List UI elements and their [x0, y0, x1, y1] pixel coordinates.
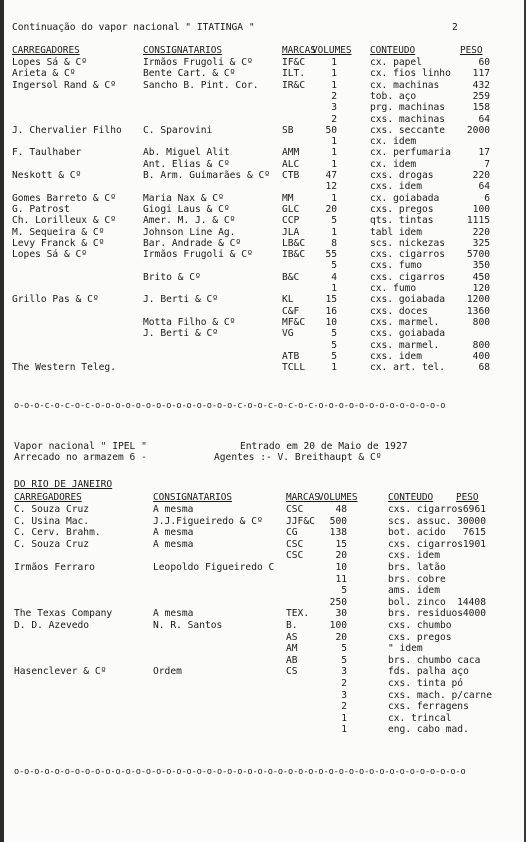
volume-cell: 1 [331, 68, 337, 80]
volume-cell: 8 [331, 237, 337, 249]
volume-cell: 1 [331, 226, 337, 238]
weight-cell: 17 [478, 147, 490, 159]
mark-cell: IF&C [282, 57, 306, 68]
column-header: PESO [460, 45, 483, 56]
mark-cell: ALC [282, 158, 300, 170]
volume-cell: 50 [325, 124, 337, 136]
mark-cell: CG [286, 527, 298, 539]
contents-cell: cx. fios linho [370, 68, 451, 80]
warehouse-info: Arrecado no armazem 6 - [14, 452, 147, 463]
shipper-cell: Grillo Pas & Cº [12, 294, 99, 306]
column-header: MARCAS [286, 492, 320, 503]
shipper-cell: Hasenclever & Cº [14, 666, 107, 678]
volume-cell: 5 [331, 350, 337, 362]
contents-cell: scs. nickezas [370, 237, 446, 249]
contents-cell: cxs. tinta pó [388, 678, 464, 689]
volume-cell: 12 [325, 181, 337, 193]
mark-cell: AB [286, 654, 298, 666]
separator-line-1: o-o-o-c-o-c-o-c-o-o-o-o-o-o-o-o-o-o-o-o-o-o-c-o-o-c-o-c-o-c-o-o-o-o-o-o-o-o-o-o-o-o-o [14, 401, 446, 411]
consignee-cell: A mesma [153, 608, 194, 620]
consignee-cell: Bar. Andrade & Cº [143, 237, 242, 249]
contents-cell: cxs. goiabada [370, 328, 446, 340]
mark-cell: IB&C [282, 249, 306, 261]
contents-cell: cxs. pregos [388, 631, 452, 643]
shipper-cell: Ingersol Rand & Cº [12, 79, 116, 91]
volume-cell: 100 [329, 620, 347, 631]
weight-cell: 220 [472, 170, 490, 181]
volume-cell: 2 [331, 90, 337, 102]
weight-cell: 800 [472, 339, 490, 351]
consignee-cell: Leopoldo Figueiredo C [153, 562, 275, 573]
contents-cell: brs. cobre [388, 573, 446, 585]
contents-cell: cx. idem [370, 158, 417, 170]
contents-cell: brs. latão [388, 562, 446, 573]
contents-cell: tob. aço [370, 90, 417, 102]
contents-cell: cx. machinas [370, 79, 440, 91]
consignee-cell: Bente Cart. & Cº [143, 68, 236, 80]
volume-cell: 15 [325, 294, 337, 306]
volume-cell: 3 [331, 102, 337, 114]
contents-cell: fds. palha aço [388, 666, 469, 678]
mark-cell: TEX. [286, 608, 310, 620]
contents-cell: bot. acido [388, 527, 446, 539]
mark-cell: KL [282, 294, 294, 306]
volume-cell: 20 [335, 631, 347, 643]
contents-cell: cx. trincal [388, 712, 452, 724]
mark-cell: B. [286, 620, 298, 631]
weight-cell: 100 [472, 203, 490, 215]
weight-cell: 2000 [466, 124, 490, 136]
arrival-date: Entrado em 20 de Maio de 1927 [240, 441, 408, 452]
weight-cell: 6961 [462, 504, 486, 515]
weight-cell: 7 [484, 158, 490, 170]
weight-cell: 60 [478, 57, 490, 68]
mark-cell: B&C [282, 271, 300, 283]
weight-cell: 64 [478, 181, 490, 193]
contents-cell: cx. idem [370, 136, 417, 148]
weight-cell: 325 [472, 237, 490, 249]
mark-cell: MM [282, 192, 294, 204]
mark-cell: CSC [286, 504, 304, 515]
volume-cell: 1 [331, 79, 337, 91]
weight-cell: 120 [472, 283, 490, 294]
volume-cell: 1 [331, 192, 337, 204]
consignee-cell: Ant. Elias & Cº [143, 158, 230, 170]
volume-cell: 500 [329, 515, 347, 527]
contents-cell: cx. goiabada [370, 192, 440, 204]
shipper-cell: F. Taulhaber [12, 147, 82, 159]
mark-cell: JLA [282, 226, 300, 238]
consignee-cell: Motta Filho & Cº [143, 316, 236, 328]
volume-cell: 1 [331, 136, 337, 148]
contents-cell: " idem [388, 643, 423, 655]
consignee-cell: J. Berti & Cº [143, 294, 219, 306]
volume-cell: 1 [331, 158, 337, 170]
shipper-cell: G. Patrost [12, 203, 70, 215]
volume-cell: 20 [325, 203, 337, 215]
weight-cell: 350 [472, 260, 490, 272]
mark-cell: VG [282, 328, 294, 340]
contents-cell: cxs. idem [370, 181, 422, 193]
weight-cell: 1901 [462, 538, 486, 550]
contents-cell: cxs. marmel. [370, 316, 440, 328]
contents-cell: cxs. goiabada [370, 294, 446, 306]
contents-cell: tabl idem [370, 226, 422, 238]
volume-cell: 30 [335, 608, 347, 620]
weight-cell: 117 [472, 68, 490, 80]
shipper-cell: Arieta & Cº [12, 68, 76, 80]
volume-cell: 16 [325, 305, 337, 317]
volume-cell: 10 [335, 562, 347, 573]
weight-cell: 432 [472, 79, 490, 91]
mark-cell: CS [286, 666, 298, 678]
consignee-cell: N. R. Santos [153, 620, 223, 631]
mark-cell: CCP [282, 215, 300, 227]
consignee-cell: Brito & Cº [143, 271, 201, 283]
consignee-cell: Maria Nax & Cº [143, 192, 224, 204]
mark-cell: ATB [282, 350, 300, 362]
weight-cell: 30000 [457, 515, 486, 527]
volume-cell: 48 [335, 504, 347, 515]
separator-line-2: o-o-o-o-o-o-o-o-o-o-o-o-o-o-o-o-o-o-o-o-o-o-o-o-o-o-o-o-o-o-o-o-o-o-o-o-o-o-o-o-o-o-o-o-o [14, 767, 466, 777]
contents-cell: cxs. cigarros [388, 538, 464, 550]
weight-cell: 259 [472, 90, 490, 102]
consignee-cell: Irmãos Frugoli & Cº [143, 57, 253, 68]
mark-cell: C&F [282, 305, 300, 317]
volume-cell: 55 [325, 249, 337, 261]
column-header: CONTEUDO [388, 492, 434, 503]
mark-cell: TCLL [282, 362, 306, 374]
mark-cell: LB&C [282, 237, 306, 249]
volume-cell: 15 [335, 538, 347, 550]
consignee-cell: Sancho B. Pint. Cor. [143, 79, 259, 91]
volume-cell: 1 [341, 724, 347, 736]
volume-cell: 1 [331, 362, 337, 374]
shipper-cell: C. Cerv. Brahm. [14, 527, 101, 539]
weight-cell: 1200 [466, 294, 490, 306]
mark-cell: AM [286, 643, 298, 655]
contents-cell: cxs. idem [370, 350, 422, 362]
consignee-cell: C. Sparovini [143, 124, 213, 136]
volume-cell: 5 [341, 654, 347, 666]
weight-cell: 64 [478, 113, 490, 125]
mark-cell: JJF&C [286, 515, 315, 527]
contents-cell: bol. zinco [388, 596, 446, 608]
document-title: Continuação do vapor nacional " ITATINGA " [12, 22, 255, 33]
mark-cell: CTB [282, 170, 300, 181]
contents-cell: cxs. drogas [370, 170, 434, 181]
mark-cell: SB [282, 124, 294, 136]
weight-cell: 1115 [466, 215, 490, 227]
consignee-cell: Amer. M. J. & Cº [143, 215, 236, 227]
scan-edge-left [0, 0, 4, 842]
contents-cell: cxs. ferragens [388, 701, 469, 713]
weight-cell: 220 [472, 226, 490, 238]
shipper-cell: The Texas Company [14, 608, 113, 620]
mark-cell: GLC [282, 203, 300, 215]
consignee-cell: A mesma [153, 527, 194, 539]
volume-cell: 2 [341, 701, 347, 713]
column-header: PESO [456, 492, 479, 503]
contents-cell: ams. idem [388, 585, 440, 597]
shipper-cell: Lopes Sá & Cº [12, 57, 88, 68]
volume-cell: 10 [325, 316, 337, 328]
shipper-cell: The Western Teleg. [12, 362, 116, 374]
volume-cell: 2 [331, 113, 337, 125]
weight-cell: 800 [472, 316, 490, 328]
contents-cell: cxs. mach. p/carne [388, 689, 492, 701]
contents-cell: cx. fumo [370, 283, 417, 294]
column-header: CARREGADORES [12, 45, 80, 56]
contents-cell: cxs. seccante [370, 124, 446, 136]
shipper-cell: C. Souza Cruz [14, 504, 90, 515]
weight-cell: 68 [478, 362, 490, 374]
volume-cell: 11 [335, 573, 347, 585]
contents-cell: cxs. cigarros [388, 504, 464, 515]
volume-cell: 20 [335, 550, 347, 562]
consignee-cell: B. Arm. Guimarães & Cº [143, 170, 271, 181]
shipper-cell: Neskott & Cº [12, 170, 82, 181]
mark-cell: AMM [282, 147, 300, 159]
volume-cell: 47 [325, 170, 337, 181]
shipper-cell: Lopes Sá & Cº [12, 249, 88, 261]
weight-cell: 4000 [462, 608, 486, 620]
shipper-cell: J. Chervalier Filho [12, 124, 122, 136]
volume-cell: 5 [331, 260, 337, 272]
contents-cell: cxs. cigarros [370, 249, 446, 261]
consignee-cell: Ab. Miguel Alit [143, 147, 230, 159]
volume-cell: 1 [331, 147, 337, 159]
page-number: 2 [452, 22, 458, 33]
contents-cell: eng. cabo mad. [388, 724, 469, 736]
contents-cell: cxs. chumbo [388, 620, 452, 631]
weight-cell: 158 [472, 102, 490, 114]
mark-cell: CSC [286, 538, 304, 550]
mark-cell: IR&C [282, 79, 306, 91]
volume-cell: 1 [331, 57, 337, 68]
shipper-cell: M. Sequeira & Cº [12, 226, 105, 238]
mark-cell: AS [286, 631, 298, 643]
contents-cell: cxs. marmel. [370, 339, 440, 351]
shipper-cell: Levy Franck & Cº [12, 237, 105, 249]
consignee-cell: A mesma [153, 504, 194, 515]
contents-cell: prg. machinas [370, 102, 446, 114]
contents-cell: cxs. idem [388, 550, 440, 562]
contents-cell: qts. tintas [370, 215, 434, 227]
consignee-cell: Giogi Laus & Cº [143, 203, 230, 215]
weight-cell: 450 [472, 271, 490, 283]
column-header: CONSIGNATARIOS [153, 492, 233, 503]
column-header: MARCAS [282, 45, 316, 56]
volume-cell: 138 [329, 527, 347, 539]
contents-cell: cx. perfumaria [370, 147, 451, 159]
volume-cell: 5 [341, 643, 347, 655]
shipper-cell: D. D. Azevedo [14, 620, 90, 631]
mark-cell: CSC [286, 550, 304, 562]
shipper-cell: C. Souza Cruz [14, 538, 90, 550]
consignee-cell: Johnson Line Ag. [143, 226, 236, 238]
contents-cell: brs. chumbo caca [388, 654, 481, 666]
mark-cell: ILT. [282, 68, 306, 80]
column-header: VOLUMES [312, 45, 352, 56]
contents-cell: cxs. machinas [370, 113, 446, 125]
shipper-cell: Irmãos Ferraro [14, 562, 95, 573]
consignee-cell: A mesma [153, 538, 194, 550]
weight-cell: 1360 [466, 305, 490, 317]
weight-cell: 400 [472, 350, 490, 362]
contents-cell: cx. art. tel. [370, 362, 446, 374]
contents-cell: cxs. doces [370, 305, 428, 317]
column-header: CONSIGNATARIOS [143, 45, 223, 56]
weight-cell: 6 [484, 192, 490, 204]
agents-info: Agentes :- V. Breithaupt & Cº [214, 452, 382, 463]
volume-cell: 1 [331, 283, 337, 294]
contents-cell: cxs. cigarros [370, 271, 446, 283]
volume-cell: 5 [331, 215, 337, 227]
volume-cell: 3 [341, 689, 347, 701]
column-header: VOLUMES [318, 492, 358, 503]
consignee-cell: J. Berti & Cº [143, 328, 219, 340]
volume-cell: 5 [331, 339, 337, 351]
vessel-name: Vapor nacional " IPEL " [14, 441, 147, 452]
weight-cell: 7615 [462, 527, 486, 539]
volume-cell: 5 [331, 328, 337, 340]
volume-cell: 3 [341, 666, 347, 678]
contents-cell: brs. residuos [388, 608, 464, 620]
contents-cell: scs. assuc. [388, 515, 452, 527]
weight-cell: 14408 [457, 596, 486, 608]
contents-cell: cx. papel [370, 57, 422, 68]
mark-cell: MF&C [282, 316, 306, 328]
shipper-cell: C. Usina Mac. [14, 515, 90, 527]
volume-cell: 2 [341, 678, 347, 689]
consignee-cell: Ordem [153, 666, 182, 678]
column-header: CARREGADORES [14, 492, 82, 503]
weight-cell: 5700 [466, 249, 490, 261]
column-header: CONTEUDO [370, 45, 416, 56]
shipper-cell: Ch. Lorilleux & Cº [12, 215, 116, 227]
origin-heading: DO RIO DE JANEIRO [14, 479, 113, 490]
contents-cell: cxs. pregos [370, 203, 434, 215]
shipper-cell: Gomes Barreto & Cº [12, 192, 116, 204]
volume-cell: 4 [331, 271, 337, 283]
consignee-cell: Irmãos Frugoli & Cº [143, 249, 253, 261]
consignee-cell: J.J.Figueiredo & Cº [153, 515, 263, 527]
volume-cell: 1 [341, 712, 347, 724]
volume-cell: 250 [329, 596, 347, 608]
volume-cell: 5 [341, 585, 347, 597]
contents-cell: cxs. fumo [370, 260, 422, 272]
